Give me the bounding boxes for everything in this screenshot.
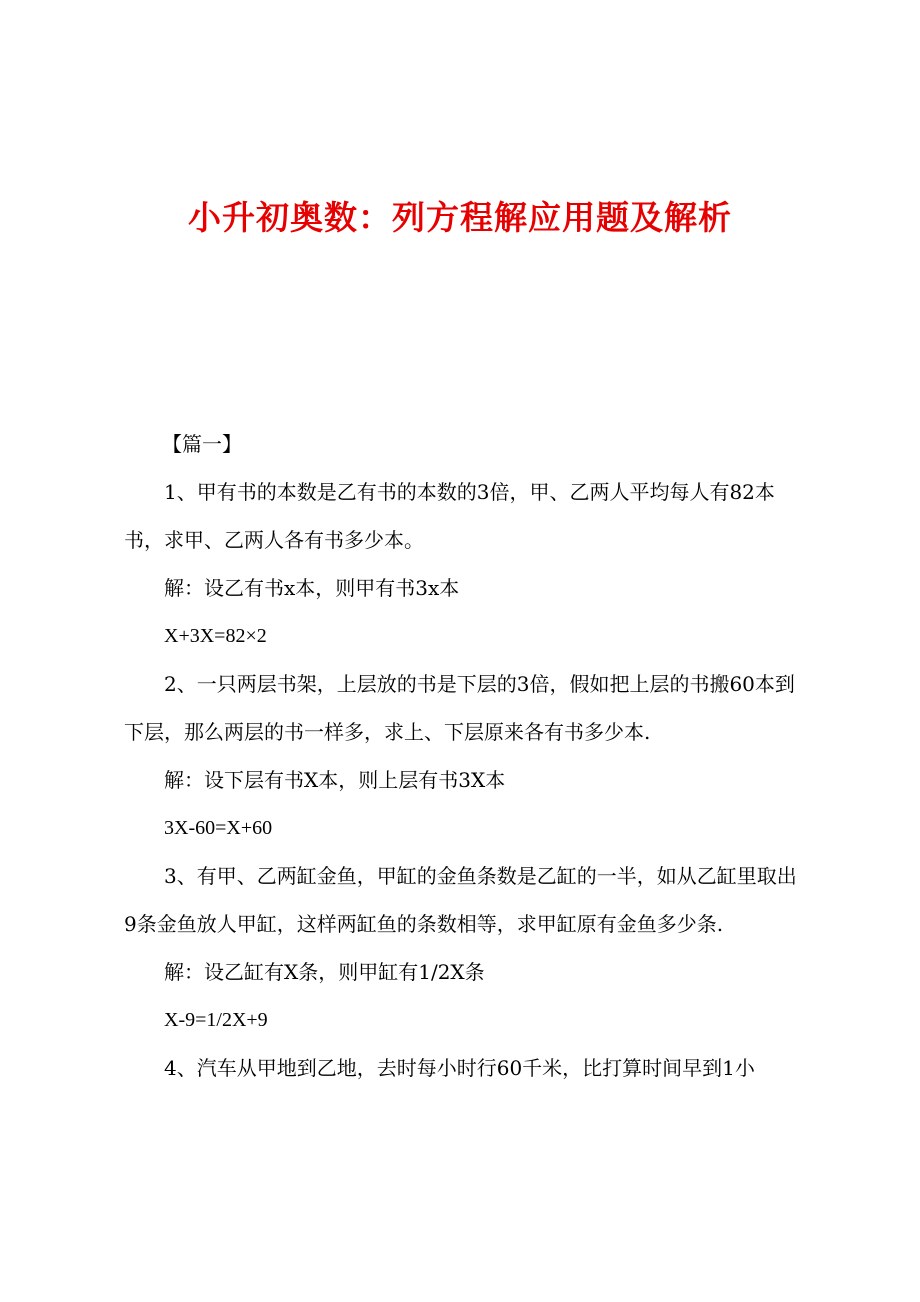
- section-heading: 【篇一】: [162, 432, 242, 456]
- solution-1: 解：设乙有书x本，则甲有书3x本: [164, 576, 460, 600]
- question-2: 2、一只两层书架，上层放的书是下层的3倍，假如把上层的书搬60本到下层，那么两层的书一样多，求上、下层原来各有书多少本.: [124, 672, 795, 744]
- equation-3: X-9=1/2X+9: [164, 1009, 268, 1031]
- equation-2: 3X-60=X+60: [164, 817, 273, 839]
- solution-2: 解：设下层有书X本，则上层有书3X本: [164, 768, 506, 792]
- document-body: [124, 420, 800, 1092]
- document-title: 小升初奥数：列方程解应用题及解析: [188, 198, 732, 237]
- question-4: 4、汽车从甲地到乙地，去时每小时行60千米，比打算时间早到1小: [164, 1056, 755, 1080]
- equation-1: X+3X=82×2: [164, 625, 267, 647]
- solution-3: 解：设乙缸有X条，则甲缸有1/2X条: [164, 960, 485, 984]
- question-3: 3、有甲、乙两缸金鱼，甲缸的金鱼条数是乙缸的一半，如从乙缸里取出9条金鱼放人甲缸，这样两缸鱼的条数相等，求甲缸原有金鱼多少条.: [124, 864, 797, 936]
- question-1: 1、甲有书的本数是乙有书的本数的3倍，甲、乙两人平均每人有82本书，求甲、乙两人各有书多少本。: [124, 480, 775, 552]
